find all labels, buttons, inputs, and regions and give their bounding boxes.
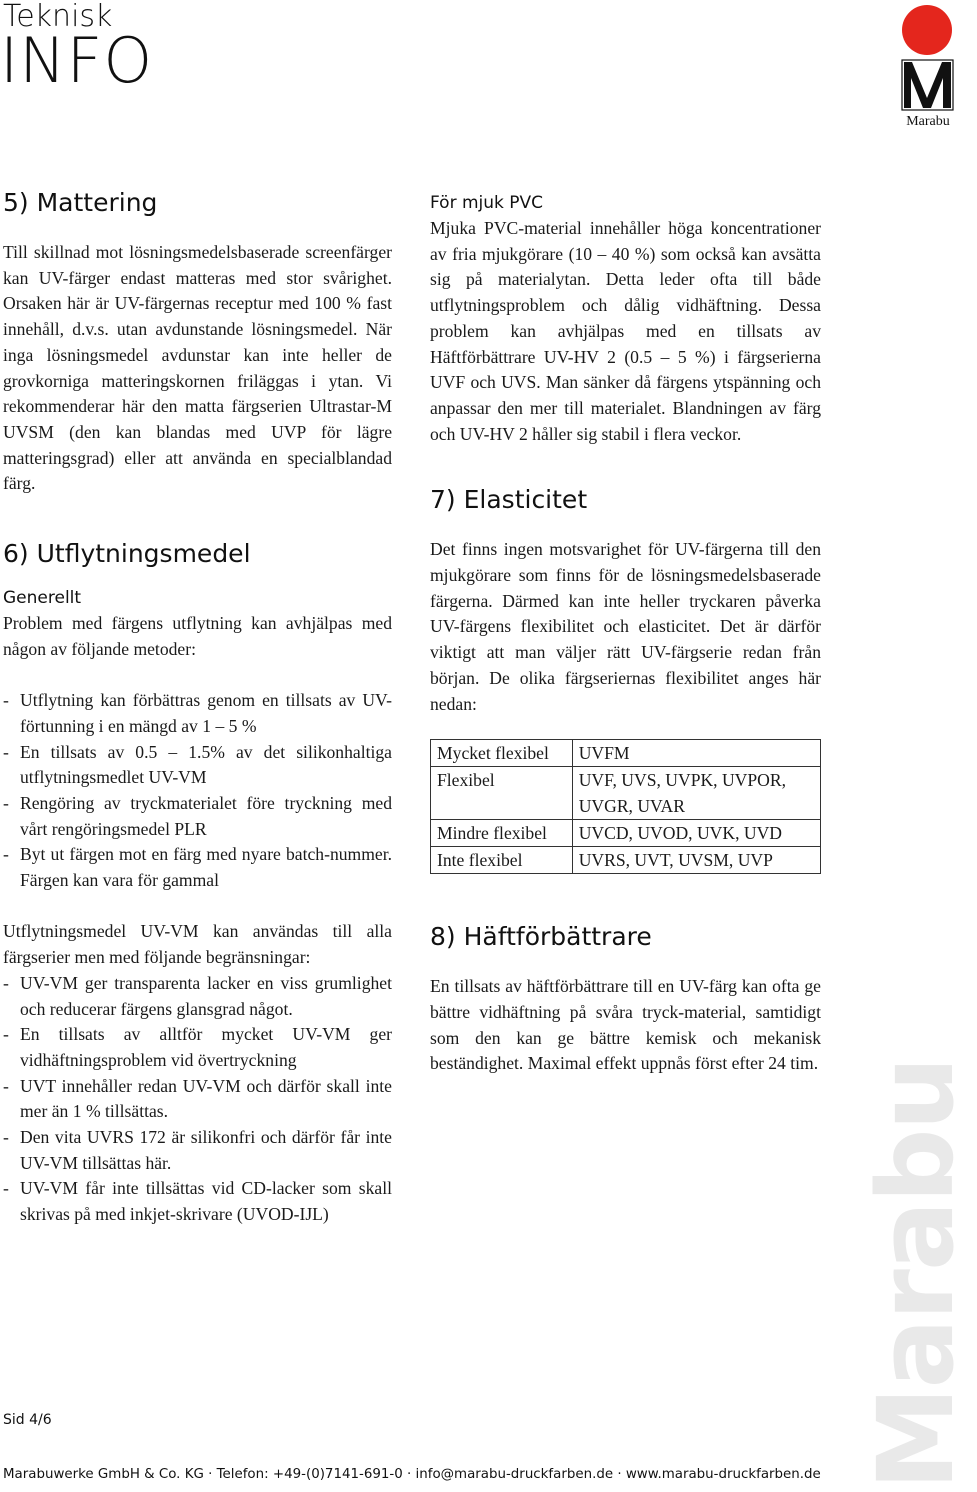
marabu-watermark: Marabu xyxy=(855,1058,977,1490)
header-info: INFO xyxy=(0,24,154,97)
table-cell-level: Mindre flexibel xyxy=(431,820,573,847)
list-item: - Byt ut färgen mot en färg med nyare batch-nummer. Färgen kan vara för gammal xyxy=(3,844,392,891)
subtitle-generellt: Generellt xyxy=(3,588,82,609)
elasticitet-paragraph: Det finns ingen motsvarighet för UV-färgerna till den mjukgörare som finns för de lösningsmedelsbaserade färgerna. Därmed kan inte heller tryckaren påverka UV-färgens flexibilitet och elasticitet. Det är därför viktigt att man väljer rätt UV-färgserie redan från början. De olika färgseriernas flexibilitet anges här nedan: xyxy=(430,539,821,714)
table-row xyxy=(431,740,821,767)
table-row xyxy=(431,767,821,820)
right-column xyxy=(430,190,821,1077)
section-title-mattering: 5) Mattering xyxy=(3,188,158,217)
table-cell-level: Mycket flexibel xyxy=(431,740,573,767)
section-title-elasticitet: 7) Elasticitet xyxy=(430,485,588,515)
table-row xyxy=(431,847,821,874)
left-column xyxy=(3,186,392,1228)
list-item: - Rengöring av tryckmaterialet före tryckning med vårt rengöringsmedel PLR xyxy=(3,792,392,839)
usage-intro: Utflytningsmedel UV-VM kan användas till alla färgserier men med följande begränsningar: xyxy=(3,921,392,968)
table-cell-level: Inte flexibel xyxy=(431,847,573,874)
section-title-utflytningsmedel: 6) Utflytningsmedel xyxy=(3,539,251,569)
list-item: - Utflytning kan förbättras genom en tillsats av UV-förtunning i en mängd av 1 – 5 % xyxy=(3,690,392,736)
haft-paragraph: En tillsats av häftförbättrare till en UV-färg kan ofta ge bättre vidhäftning på svåra tryck-material, samtidigt som den kan ge bättre kemisk och mekanisk beständighet. Maximal effekt uppnås först efter 24 tim. xyxy=(430,976,821,1074)
footer-contact: Marabuwerke GmbH & Co. KG · Telefon: +49-(0)7141-691-0 · info@marabu-druckfarben.de · www.marabu-druckfarben.de xyxy=(3,1467,821,1482)
list-item: - UV-VM får inte tillsättas vid CD-lacker som skall skrivas på med inkjet-skrivare (UVOD-IJL) xyxy=(3,1178,392,1225)
table-cell-series: UVRS, UVT, UVSM, UVP xyxy=(572,847,820,874)
mattering-paragraph: Till skillnad mot lösningsmedelsbaserade screenfärger kan UV-färger endast matteras med stor svårighet. Orsaken här är UV-färgernas receptur med 100 % fast innehåll, d.v.s. utan avdunstande lösningsmedel. När inga lösningsmedel avdunstar kan inte heller de grovkorniga matteringskornen friläggas i ytan. Vi rekommenderar här den matta färgserien Ultrastar-M UVSM (den kan blandas med UVP för lägre matteringsgrad) eller att använda en specialblandad färg. xyxy=(3,242,392,494)
utflytning-intro: Problem med färgens utflytning kan avhjälpas med någon av följande metoder: xyxy=(3,613,392,659)
pvc-paragraph: Mjuka PVC-material innehåller höga koncentrationer av fria mjukgörare (10 – 40 %) som också kan avsätta sig på materialytan. Detta leder ofta till både utflytningsproblem och dålig vidhäftning. Dessa problem kan avhjälpas med en tillsats av Häftförbättrare UV-HV 2 (0.5 – 5 %) i färgserierna UVF och UVS. Man sänker då färgens ytspänning och anpassar den mer till materialet. Blandningen av färg och UV-HV 2 håller sig stabil i flera veckor. xyxy=(430,218,821,444)
list-item: - En tillsats av 0.5 – 1.5% av det silikonhaltiga utflytningsmedlet UV-VM xyxy=(3,741,392,788)
limits-list xyxy=(3,971,392,1228)
logo-text: Marabu xyxy=(906,114,950,129)
table-cell-series: UVF, UVS, UVPK, UVPOR, UVGR, UVAR xyxy=(572,767,820,820)
table-cell-series: UVFM xyxy=(572,740,820,767)
list-item: - En tillsats av alltför mycket UV-VM ger vidhäftningsproblem vid övertryckning xyxy=(3,1024,392,1070)
list-item: - UVT innehåller redan UV-VM och därför skall inte mer än 1 % tillsättas. xyxy=(3,1075,392,1122)
logo-red-circle xyxy=(902,5,952,55)
table-row xyxy=(431,820,821,847)
table-cell-series: UVCD, UVOD, UVK, UVD xyxy=(572,820,820,847)
header-teknisk: Teknisk xyxy=(3,0,113,34)
list-item: - Den vita UVRS 172 är silikonfri och därför får inte UV-VM tillsättas här. xyxy=(3,1127,392,1173)
section-title-haftforbattrare: 8) Häftförbättrare xyxy=(430,922,652,952)
subtitle-mjuk-pvc: För mjuk PVC xyxy=(430,193,544,213)
table-cell-level: Flexibel xyxy=(431,767,573,820)
marabu-logo xyxy=(898,2,958,130)
list-item: - UV-VM ger transparenta lacker en viss grumlighet och reducerar färgens glansgrad något. xyxy=(3,972,392,1019)
methods-list xyxy=(3,688,392,894)
page-number: Sid 4/6 xyxy=(3,1412,52,1428)
flexibility-table xyxy=(430,739,821,874)
